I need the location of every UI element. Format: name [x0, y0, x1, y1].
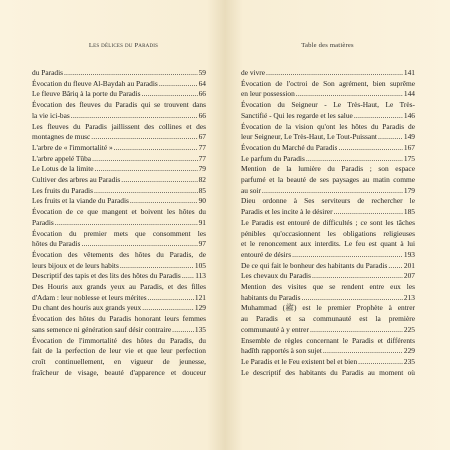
toc-entry-title: Les fruits du Paradis — [32, 185, 93, 195]
dot-leader — [130, 196, 198, 207]
toc-entry — [241, 186, 415, 197]
toc-entry-line: Le descriptif des habitants du Paradis au moment où — [241, 367, 415, 377]
toc-entry-title: de vivre — [241, 68, 266, 77]
toc-entry-title: Le Lotus de la limite — [32, 164, 94, 174]
toc-entry-page: 66 — [198, 110, 206, 120]
toc-entry-page: 225 — [403, 324, 415, 334]
toc-entry-line: Évocation des vêtements des hôtes du Paradis, de — [32, 249, 206, 259]
dot-leader — [95, 164, 198, 175]
dot-leader — [172, 325, 194, 336]
toc-entry-page: 144 — [403, 89, 415, 99]
toc-entry-title: sans semence ni génération sauf désir contraire — [32, 324, 172, 334]
toc-entry-title: Le Paradis et le Feu existent bel et bien — [241, 356, 358, 366]
toc-entry — [32, 154, 206, 165]
toc-entry-line: Évocation du premier mets que consomment les — [32, 228, 206, 238]
toc-entry-line: Évocation de l'immortalité des hôtes du Paradis, du — [32, 335, 206, 345]
toc-entry — [32, 186, 206, 197]
toc-entry-page: 213 — [403, 292, 415, 302]
toc-entry-line: Dieu ordonne à Ses serviteurs de rechercher le — [241, 196, 415, 206]
toc-entry-title: Évocation du Marché du Paradis — [241, 142, 338, 152]
toc-entry-line: Muhammad (ﷺ) est le premier Prophète à entrer — [241, 303, 415, 313]
toc-entry-title: Cultiver des arbres au Paradis — [32, 175, 121, 185]
toc-entry-page: 201 — [403, 260, 415, 270]
toc-entry-page: 77 — [198, 142, 206, 152]
toc-entry-page: 67 — [198, 132, 206, 142]
toc-entry-title: hôtes du Paradis — [32, 239, 81, 249]
toc-entry-page: 179 — [403, 185, 415, 195]
toc-entry-line: fraîcheur de visage, beauté d'apparence et douceur — [32, 367, 206, 377]
right-page — [225, 0, 450, 450]
toc-entry-page: 85 — [198, 185, 206, 195]
toc-entry — [241, 143, 415, 154]
toc-entry — [241, 154, 415, 165]
toc-entry-title: Le fleuve Bâriq à la porte du Paradis — [32, 89, 141, 99]
toc-entry-line: pénibles qu'occasionnent les obligations religieuses — [241, 228, 415, 238]
toc-entry-line: Ensemble de règles concernant le Paradis et différents — [241, 335, 415, 345]
dot-leader — [262, 186, 403, 197]
toc-entry-page: 146 — [403, 110, 415, 120]
dot-leader — [114, 143, 198, 154]
toc-entry-page: 79 — [198, 164, 206, 174]
toc-entry-page: 77 — [198, 153, 206, 163]
toc-entry-page: 121 — [194, 292, 206, 302]
toc-entry-page: 91 — [198, 217, 206, 227]
dot-leader — [120, 261, 194, 272]
toc-entry — [32, 261, 206, 272]
dot-leader — [302, 293, 403, 304]
toc-entry-page: 135 — [194, 324, 206, 334]
toc-entry-line: Des Houris aux grands yeux au Paradis, et des filles — [32, 282, 206, 292]
toc-entry-line: Les fleuves du Paradis jaillissent des collines et des — [32, 121, 206, 131]
toc-entry — [32, 325, 206, 336]
toc-entry-line: Évocation des hôtes du Paradis honorant leurs femmes — [32, 314, 206, 324]
dot-leader — [142, 89, 198, 100]
toc-entry — [32, 175, 206, 186]
toc-entry-line: Évocation de la vision qu'ont les hôtes du Paradis de — [241, 121, 415, 131]
dot-leader — [148, 293, 194, 304]
dot-leader — [71, 111, 198, 122]
dot-leader — [323, 346, 403, 357]
toc-entry — [32, 143, 206, 154]
toc-entry-title: d'Adam : leur noblesse et leurs mérites — [32, 292, 147, 302]
toc-entry-title: au soir — [241, 185, 261, 195]
toc-entry-page: 167 — [403, 142, 415, 152]
dot-leader — [306, 154, 403, 165]
toc-entry-title: leurs bijoux et de leurs habits — [32, 260, 119, 270]
toc-entry-page: 229 — [403, 346, 415, 356]
dot-leader — [92, 154, 198, 165]
toc-entry-page: 207 — [403, 271, 415, 281]
dot-leader — [358, 357, 403, 368]
dot-leader — [354, 111, 403, 122]
toc-entry-title: entouré de désirs — [241, 249, 292, 259]
dot-leader — [81, 239, 197, 250]
toc-entry-page: 59 — [198, 68, 206, 77]
toc-entry-page: 64 — [198, 78, 206, 88]
toc-entry-line: Mention des visites que se rendent entre eux les — [241, 282, 415, 292]
toc-entry-line: parfumé et la beauté de ses paysages au matin comme — [241, 175, 415, 185]
toc-entry — [32, 164, 206, 175]
toc-entry-title: Paradis — [32, 217, 54, 227]
toc-entry-line: Évocation de l'octroi de Son agrément, bien suprême — [241, 78, 415, 88]
toc-entry-page: 193 — [403, 249, 415, 259]
toc-entry-title: Les fruits et la viande du Paradis — [32, 196, 129, 206]
toc-entry-line: Mention de la lumière du Paradis ; son espace — [241, 164, 415, 174]
toc-entry-title: montagnes de musc — [32, 132, 91, 142]
dot-leader — [292, 250, 403, 261]
dot-leader — [312, 271, 403, 282]
toc-entry-page: 141 — [403, 68, 415, 77]
toc-entry-page: 97 — [198, 239, 206, 249]
toc-entry-title: Évocation du fleuve Al-Baydah au Paradis — [32, 78, 158, 88]
toc-entry — [32, 239, 206, 250]
toc-entry — [32, 218, 206, 229]
toc-entry — [32, 68, 206, 79]
dot-leader — [91, 132, 197, 143]
toc-entry-page: 113 — [195, 271, 206, 281]
dot-leader — [142, 303, 194, 314]
toc-entry — [32, 89, 206, 100]
dot-leader — [338, 143, 402, 154]
toc-entry-title: Le parfum du Paradis — [241, 153, 305, 163]
toc-entry-title: Les chevaux du Paradis — [241, 271, 311, 281]
toc-entry-page: 105 — [194, 260, 206, 270]
dot-leader — [55, 218, 198, 229]
dot-leader — [159, 79, 198, 90]
toc-entry-page: 175 — [403, 153, 415, 163]
toc-entry-page: 66 — [198, 89, 206, 99]
toc-entry — [32, 132, 206, 143]
toc-entry-page: 129 — [194, 303, 206, 313]
toc-entry-line: Évocation de ce que mangent et boivent les hôtes du — [32, 207, 206, 217]
toc-entry-title: Descriptif des tapis et des lits des hôtes du Paradis — [32, 271, 181, 281]
running-head-right: Table des matières — [301, 42, 354, 49]
dot-leader — [94, 186, 198, 197]
toc-entry-title: habitants du Paradis — [241, 292, 301, 302]
toc-entry — [241, 68, 415, 79]
toc-entry-title: De ce qui fait le bonheur des habitants du Paradis — [241, 260, 388, 270]
toc-entry-title: communauté à y entrer — [241, 324, 309, 334]
toc-entry — [32, 303, 206, 314]
toc-entry-line: Évocation du Seigneur - Le Très-Haut, Le Très- — [241, 100, 415, 110]
toc-entry-title: Paradis et les incite à le désirer — [241, 207, 333, 217]
toc-entry-line: Évocation des fleuves du Paradis qui se trouvent dans — [32, 100, 206, 110]
toc-entry-title: L'arbre appelé Tûba — [32, 153, 92, 163]
toc-entry-title: hadîth rapportés à son sujet — [241, 346, 322, 356]
toc-entry — [241, 250, 415, 261]
toc-entry — [241, 207, 415, 218]
toc-entry — [241, 261, 415, 272]
dot-leader — [310, 325, 403, 336]
toc-entry — [241, 132, 415, 143]
toc-entry — [241, 357, 415, 368]
toc-entry-title: L'arbre de « l'immortalité » — [32, 142, 113, 152]
dot-leader — [182, 271, 194, 282]
toc-entry-title: la vie ici-bas — [32, 110, 70, 120]
dot-leader — [121, 175, 197, 186]
dot-leader — [388, 261, 403, 272]
toc-entry-title: leur Seigneur, Le Très-Haut, Le Tout-Puissant — [241, 132, 377, 142]
toc-entry-line: au Paradis et sa communauté est la première — [241, 314, 415, 324]
toc-entry-title: Du chant des houris aux grands yeux — [32, 303, 142, 313]
toc-entry-line: croît continuellement, en vigueur de jeunesse, — [32, 356, 206, 366]
toc-entry — [241, 346, 415, 357]
toc-entry-page: 90 — [198, 196, 206, 206]
dot-leader — [64, 68, 198, 79]
toc-entry-page: 235 — [403, 356, 415, 366]
toc-entry — [32, 293, 206, 304]
toc-entry — [32, 111, 206, 122]
toc-entry-title: en leur possession — [241, 89, 295, 99]
toc-entry — [241, 111, 415, 122]
toc-entry-page: 149 — [403, 132, 415, 142]
running-head-left: Les délices du Paradis — [88, 42, 159, 49]
toc-entry — [241, 325, 415, 336]
toc-right — [241, 68, 415, 378]
toc-entry — [32, 271, 206, 282]
dot-leader — [296, 89, 403, 100]
toc-entry-page: 82 — [198, 175, 206, 185]
toc-entry — [32, 196, 206, 207]
toc-entry-line: fait de la perfection de leur vie et que leur perfection — [32, 346, 206, 356]
dot-leader — [266, 68, 403, 79]
toc-entry — [241, 293, 415, 304]
toc-entry — [241, 89, 415, 100]
toc-entry-title: Sanctifié - Qui les regarde et les salue — [241, 110, 353, 120]
dot-leader — [378, 132, 403, 143]
dot-leader — [334, 207, 403, 218]
toc-entry-line: Le Paradis est entouré de difficultés ; ce sont les tâches — [241, 217, 415, 227]
toc-entry — [32, 79, 206, 90]
toc-entry-page: 185 — [403, 207, 415, 217]
toc-entry — [241, 271, 415, 282]
toc-left — [32, 68, 206, 378]
toc-entry-title: du Paradis — [32, 68, 63, 77]
toc-entry-line: et le renoncement aux interdits. Le feu est quant à lui — [241, 239, 415, 249]
